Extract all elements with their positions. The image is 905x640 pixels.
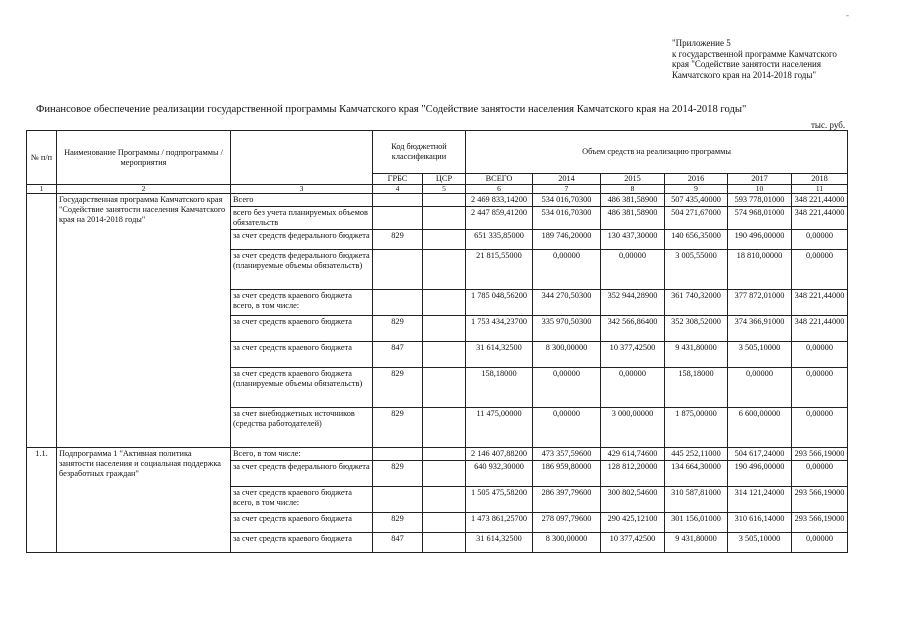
- row-number: [27, 194, 57, 448]
- cell-y2017: 310 616,14000: [728, 513, 792, 533]
- cell-y2017: 504 617,24000: [728, 448, 792, 461]
- cell-y2014: 8 300,00000: [533, 533, 601, 553]
- cell-y2015: 290 425,12100: [601, 513, 665, 533]
- annex-line: "Приложение 5: [672, 38, 731, 48]
- funding-source: за счет средств краевого бюджета всего, в том числе:: [231, 487, 373, 513]
- cell-grbs: [373, 290, 423, 316]
- cell-csr: [423, 533, 466, 553]
- column-index: 9: [665, 185, 728, 194]
- cell-total: 2 146 407,88200: [466, 448, 533, 461]
- cell-y2016: 361 740,32000: [665, 290, 728, 316]
- cell-y2018: 348 221,44000: [792, 316, 848, 342]
- cell-y2015: 300 802,54600: [601, 487, 665, 513]
- column-index: 5: [423, 185, 466, 194]
- corner-mark: -: [846, 10, 849, 20]
- column-index: 2: [57, 185, 231, 194]
- cell-y2015: 128 812,20000: [601, 461, 665, 487]
- cell-grbs: [373, 194, 423, 207]
- cell-y2014: 534 016,70300: [533, 194, 601, 207]
- column-index: 6: [466, 185, 533, 194]
- cell-y2018: 0,00000: [792, 408, 848, 448]
- annex-line: края "Содействие занятости населения: [672, 59, 822, 70]
- cell-total: 1 473 861,25700: [466, 513, 533, 533]
- cell-y2015: 0,00000: [601, 368, 665, 408]
- funding-source: всего без учета планируемых объемов обязательств: [231, 207, 373, 230]
- header-2016: 2016: [665, 174, 728, 185]
- cell-total: 651 335,85000: [466, 230, 533, 250]
- cell-y2018: 348 221,44000: [792, 290, 848, 316]
- header-source: [231, 131, 373, 185]
- cell-y2016: 507 435,40000: [665, 194, 728, 207]
- cell-y2014: 186 959,80000: [533, 461, 601, 487]
- program-name: Государственная программа Камчатского края "Содействие занятости населения Камчатского края на 2014-2018 годы": [57, 194, 231, 448]
- column-index: 3: [231, 185, 373, 194]
- cell-y2014: 473 357,59600: [533, 448, 601, 461]
- cell-y2017: 3 505,10000: [728, 533, 792, 553]
- funding-source: за счет средств федерального бюджета: [231, 461, 373, 487]
- cell-y2018: 0,00000: [792, 461, 848, 487]
- header-volume: Объем средств на реализацию программы: [466, 131, 848, 174]
- cell-y2014: 534 016,70300: [533, 207, 601, 230]
- cell-total: 1 505 475,58200: [466, 487, 533, 513]
- cell-y2016: 352 308,52000: [665, 316, 728, 342]
- cell-total: 1 785 048,56200: [466, 290, 533, 316]
- cell-y2016: 504 271,67000: [665, 207, 728, 230]
- cell-y2017: 0,00000: [728, 368, 792, 408]
- header-csr: ЦСР: [423, 174, 466, 185]
- cell-csr: [423, 342, 466, 368]
- cell-y2017: 190 496,00000: [728, 230, 792, 250]
- cell-y2018: 293 566,19000: [792, 448, 848, 461]
- funding-source: за счет средств краевого бюджета (планируемые объемы обязательств): [231, 368, 373, 408]
- cell-csr: [423, 513, 466, 533]
- cell-y2014: 344 270,50300: [533, 290, 601, 316]
- table-row: [27, 448, 848, 461]
- funding-source: за счет средств федерального бюджета (планируемые объемы обязательств): [231, 250, 373, 290]
- cell-total: 2 447 859,41200: [466, 207, 533, 230]
- header-2014: 2014: [533, 174, 601, 185]
- cell-csr: [423, 316, 466, 342]
- cell-y2015: 3 000,00000: [601, 408, 665, 448]
- cell-total: 21 815,55000: [466, 250, 533, 290]
- cell-y2018: 0,00000: [792, 342, 848, 368]
- cell-csr: [423, 408, 466, 448]
- header-2015: 2015: [601, 174, 665, 185]
- cell-total: 640 932,30000: [466, 461, 533, 487]
- cell-y2018: 0,00000: [792, 250, 848, 290]
- row-number: 1.1.: [27, 448, 57, 553]
- cell-y2015: 10 377,42500: [601, 533, 665, 553]
- table-row: [27, 194, 848, 207]
- header-2017: 2017: [728, 174, 792, 185]
- annex-note: [672, 38, 897, 80]
- cell-y2018: 0,00000: [792, 230, 848, 250]
- cell-y2015: 429 614,74600: [601, 448, 665, 461]
- cell-y2014: 278 097,79600: [533, 513, 601, 533]
- funding-source: Всего, в том числе:: [231, 448, 373, 461]
- cell-grbs: 829: [373, 316, 423, 342]
- cell-y2016: 1 875,00000: [665, 408, 728, 448]
- cell-csr: [423, 250, 466, 290]
- cell-y2016: 9 431,80000: [665, 342, 728, 368]
- cell-y2015: 130 437,30000: [601, 230, 665, 250]
- cell-y2017: 593 778,01000: [728, 194, 792, 207]
- cell-y2018: 293 566,19000: [792, 487, 848, 513]
- funding-source: за счет средств федерального бюджета: [231, 230, 373, 250]
- cell-y2017: 377 872,01000: [728, 290, 792, 316]
- header-code: Код бюджетной классификации: [373, 131, 466, 174]
- funding-source: за счет средств краевого бюджета: [231, 513, 373, 533]
- annex-line: к государственной программе Камчатского: [672, 48, 837, 59]
- column-index: 11: [792, 185, 848, 194]
- cell-csr: [423, 368, 466, 408]
- cell-y2015: 0,00000: [601, 250, 665, 290]
- cell-total: 1 753 434,23700: [466, 316, 533, 342]
- cell-y2015: 352 944,28900: [601, 290, 665, 316]
- cell-y2017: 374 366,91000: [728, 316, 792, 342]
- table-body: [27, 194, 848, 553]
- header-num: № п/п: [27, 131, 57, 185]
- cell-grbs: [373, 448, 423, 461]
- cell-grbs: 829: [373, 513, 423, 533]
- units-label: тыс. руб.: [811, 120, 846, 130]
- cell-y2017: 314 121,24000: [728, 487, 792, 513]
- column-index: 7: [533, 185, 601, 194]
- funding-source: за счет внебюджетных источников (средства работодателей): [231, 408, 373, 448]
- cell-y2016: 301 156,01000: [665, 513, 728, 533]
- funding-source: за счет средств краевого бюджета всего, в том числе:: [231, 290, 373, 316]
- funding-source: Всего: [231, 194, 373, 207]
- cell-grbs: 847: [373, 342, 423, 368]
- cell-total: 11 475,00000: [466, 408, 533, 448]
- cell-y2017: 574 968,01000: [728, 207, 792, 230]
- cell-csr: [423, 487, 466, 513]
- column-index: 1: [27, 185, 57, 194]
- cell-y2017: 190 496,00000: [728, 461, 792, 487]
- cell-y2018: 0,00000: [792, 533, 848, 553]
- cell-y2014: 8 300,00000: [533, 342, 601, 368]
- cell-y2016: 310 587,81000: [665, 487, 728, 513]
- cell-y2018: 0,00000: [792, 368, 848, 408]
- cell-grbs: 829: [373, 368, 423, 408]
- cell-y2015: 486 381,58900: [601, 207, 665, 230]
- cell-grbs: [373, 250, 423, 290]
- cell-y2014: 0,00000: [533, 368, 601, 408]
- column-index: 8: [601, 185, 665, 194]
- cell-y2017: 6 600,00000: [728, 408, 792, 448]
- cell-csr: [423, 207, 466, 230]
- annex-line: Камчатского края на 2014-2018 годы": [672, 69, 817, 80]
- cell-y2015: 342 566,86400: [601, 316, 665, 342]
- cell-csr: [423, 230, 466, 250]
- cell-csr: [423, 448, 466, 461]
- header-total: ВСЕГО: [466, 174, 533, 185]
- financing-table: [26, 130, 848, 553]
- document-title: Финансовое обеспечение реализации государственной программы Камчатского края "Содействие занятости населения Камчатского края на 2014-2018 годы": [36, 104, 747, 115]
- cell-grbs: [373, 207, 423, 230]
- cell-total: 31 614,32500: [466, 342, 533, 368]
- cell-grbs: 829: [373, 461, 423, 487]
- column-index: 4: [373, 185, 423, 194]
- cell-total: 2 469 833,14200: [466, 194, 533, 207]
- cell-y2015: 486 381,58900: [601, 194, 665, 207]
- cell-y2017: 3 505,10000: [728, 342, 792, 368]
- cell-y2015: 10 377,42500: [601, 342, 665, 368]
- funding-source: за счет средств краевого бюджета: [231, 316, 373, 342]
- cell-y2016: 3 005,55000: [665, 250, 728, 290]
- cell-y2018: 348 221,44000: [792, 207, 848, 230]
- cell-y2016: 134 664,30000: [665, 461, 728, 487]
- cell-total: 31 614,32500: [466, 533, 533, 553]
- header-2018: 2018: [792, 174, 848, 185]
- cell-grbs: 829: [373, 408, 423, 448]
- cell-grbs: 847: [373, 533, 423, 553]
- cell-y2014: 0,00000: [533, 250, 601, 290]
- cell-y2018: 348 221,44000: [792, 194, 848, 207]
- cell-csr: [423, 194, 466, 207]
- column-index: 10: [728, 185, 792, 194]
- program-name: Подпрограмма 1 "Активная политика занятости населения и социальная поддержка безработных граждан": [57, 448, 231, 553]
- header-name: Наименование Программы / подпрограммы / мероприятия: [57, 131, 231, 185]
- cell-csr: [423, 290, 466, 316]
- cell-total: 158,18000: [466, 368, 533, 408]
- cell-y2016: 445 252,11000: [665, 448, 728, 461]
- column-index-row: [27, 185, 848, 194]
- cell-y2016: 9 431,80000: [665, 533, 728, 553]
- cell-grbs: [373, 487, 423, 513]
- cell-grbs: 829: [373, 230, 423, 250]
- funding-source: за счет средств краевого бюджета: [231, 342, 373, 368]
- cell-y2014: 0,00000: [533, 408, 601, 448]
- cell-y2014: 335 970,50300: [533, 316, 601, 342]
- cell-y2014: 286 397,79600: [533, 487, 601, 513]
- header-grbs: ГРБС: [373, 174, 423, 185]
- cell-y2016: 140 656,35000: [665, 230, 728, 250]
- cell-y2014: 189 746,20000: [533, 230, 601, 250]
- cell-y2017: 18 810,00000: [728, 250, 792, 290]
- cell-y2018: 293 566,19000: [792, 513, 848, 533]
- cell-y2016: 158,18000: [665, 368, 728, 408]
- funding-source: за счет средств краевого бюджета: [231, 533, 373, 553]
- cell-csr: [423, 461, 466, 487]
